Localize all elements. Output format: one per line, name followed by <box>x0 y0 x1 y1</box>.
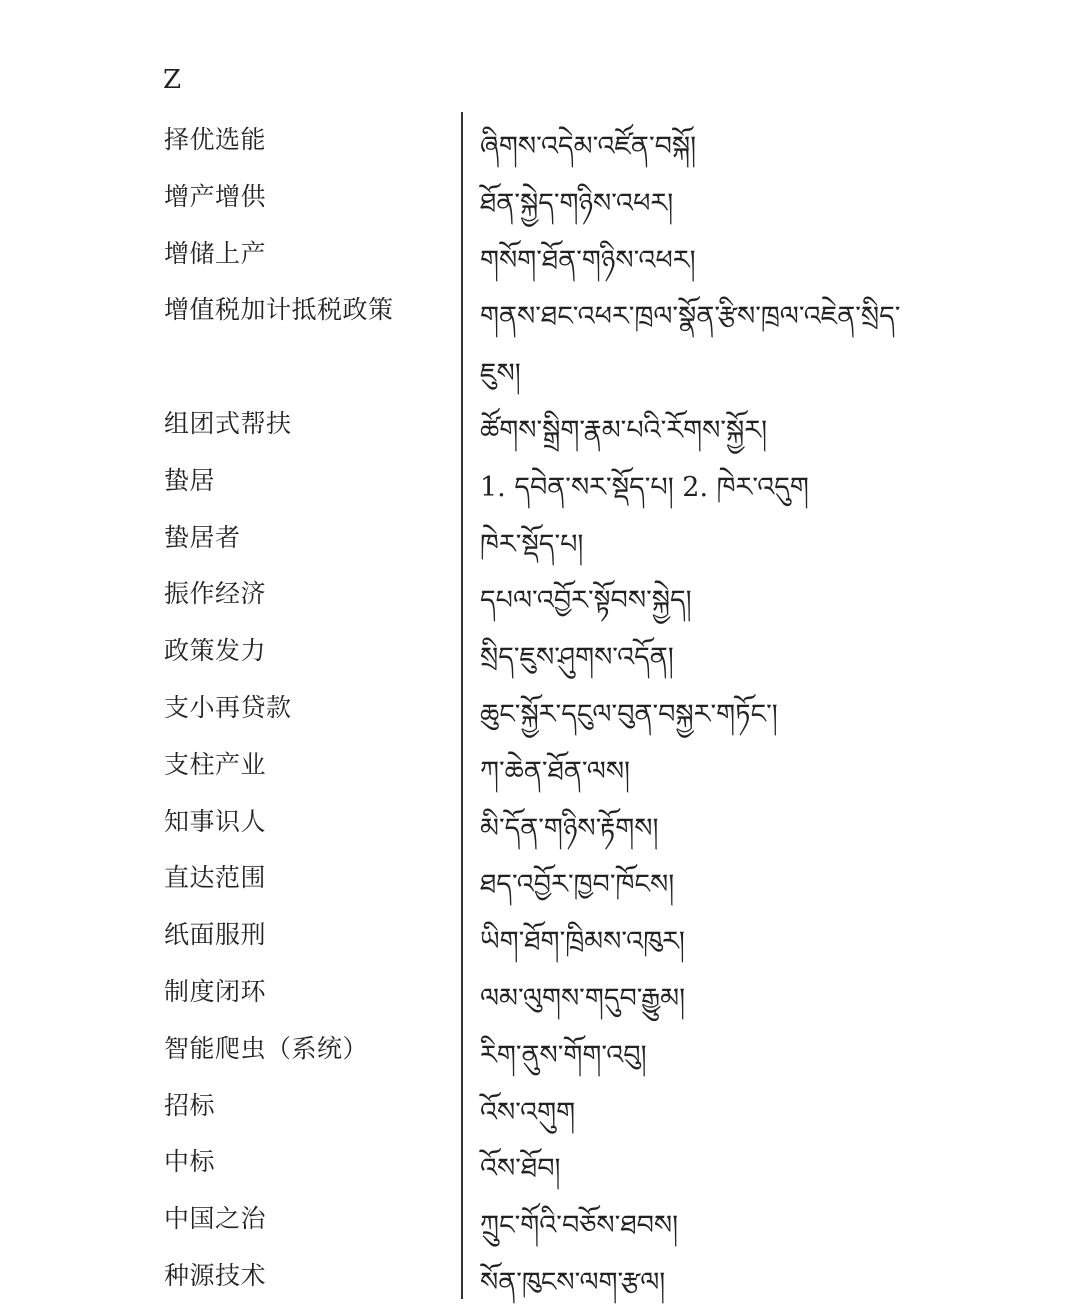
list-item <box>0 680 1080 737</box>
tibetan-term: རིག་ནུས་གོག་འབུ། <box>480 1039 647 1071</box>
tibetan-term: ཀྲུང་གོའི་བཅོས་ཐབས། <box>480 1210 679 1242</box>
list-item <box>0 850 1080 907</box>
chinese-term: 组团式帮扶 <box>164 408 292 438</box>
chinese-term: 增值税加计抵税政策 <box>164 295 394 325</box>
tibetan-term: ཡིག་ཐོག་ཁྲིམས་འཁུར། <box>480 926 685 958</box>
list-item <box>0 112 1080 169</box>
list-item <box>0 396 1080 453</box>
list-item <box>0 1248 1080 1305</box>
chinese-term: 支柱产业 <box>164 749 267 779</box>
list-item <box>0 737 1080 794</box>
tibetan-term: འོས་འགུག <box>480 1096 576 1128</box>
list-item <box>0 1021 1080 1078</box>
chinese-term: 中标 <box>164 1147 216 1177</box>
tibetan-term: 1. དབེན་སར་སྡོད་པ། 2. ཁེར་འདུག <box>480 471 809 503</box>
entry-list <box>0 112 1080 1305</box>
list-item <box>0 1191 1080 1248</box>
section-letter: Z <box>163 65 182 95</box>
list-item <box>0 566 1080 623</box>
list-item <box>0 623 1080 680</box>
tibetan-term: སྲིད་ཇུས་ཤུགས་འདོན། <box>480 642 674 674</box>
list-item <box>0 453 1080 510</box>
chinese-term: 择优选能 <box>164 125 267 154</box>
list-item <box>0 794 1080 851</box>
list-item <box>0 1078 1080 1135</box>
tibetan-term: ཆུང་སྐྱོར་དངུལ་བུན་བསྐྱར་གཏོང་། <box>480 698 778 730</box>
tibetan-term: ལམ་ལུགས་གདུབ་རྒྱུམ། <box>480 982 686 1014</box>
tibetan-term: ཐོན་སྐྱེད་གཉིས་འཕར། <box>480 187 674 219</box>
tibetan-term: ཞིགས་འདེམ་འཛོན་བསྐོ། <box>480 131 697 162</box>
chinese-term: 纸面服刑 <box>164 920 267 950</box>
tibetan-term: འོས་ཐོབ། <box>480 1153 561 1185</box>
chinese-term: 直达范围 <box>164 863 267 893</box>
list-item <box>0 282 1080 396</box>
chinese-term: 种源技术 <box>164 1260 267 1290</box>
tibetan-term: སོན་ཁུངས་ལག་རྩལ། <box>480 1266 666 1298</box>
chinese-term: 支小再贷款 <box>164 692 292 722</box>
tibetan-term: ཀ་ཆེན་ཐོན་ལས། <box>480 755 631 787</box>
tibetan-term: གསོག་ཐོན་གཉིས་འཕར། <box>480 244 696 276</box>
chinese-term: 蛰居 <box>164 465 216 495</box>
chinese-term: 制度闭环 <box>164 976 267 1006</box>
chinese-term: 增储上产 <box>164 238 267 268</box>
tibetan-term: གནས་ཐང་འཕར་ཁྲལ་སྣོན་རྩིས་ཁྲལ་འཇེན་སྲིད་ཇུས། <box>480 301 901 390</box>
list-item <box>0 169 1080 226</box>
chinese-term: 招标 <box>164 1090 216 1120</box>
list-item <box>0 964 1080 1021</box>
tibetan-term: ཚོགས་སྒྲིག་རྣམ་པའི་རོགས་སྐྱོར། <box>480 414 768 446</box>
tibetan-term: ཐད་འབྱོར་ཁྱབ་ཁོངས། <box>480 869 675 901</box>
list-item <box>0 510 1080 567</box>
list-item <box>0 907 1080 964</box>
tibetan-term: དཔལ་འབྱོར་སྟོབས་སྐྱེད། <box>480 585 692 617</box>
chinese-term: 振作经济 <box>164 579 267 609</box>
chinese-term: 中国之治 <box>164 1204 267 1234</box>
chinese-term: 政策发力 <box>164 636 267 666</box>
chinese-term: 智能爬虫（系统） <box>164 1033 369 1063</box>
chinese-term: 知事识人 <box>164 806 267 836</box>
tibetan-term: མི་དོན་གཉིས་རྟོགས། <box>480 812 659 844</box>
list-item <box>0 1134 1080 1191</box>
chinese-term: 蛰居者 <box>164 522 241 552</box>
list-item <box>0 226 1080 283</box>
chinese-term: 增产增供 <box>164 181 267 211</box>
tibetan-term: ཁེར་སྡོད་པ། <box>480 528 584 560</box>
